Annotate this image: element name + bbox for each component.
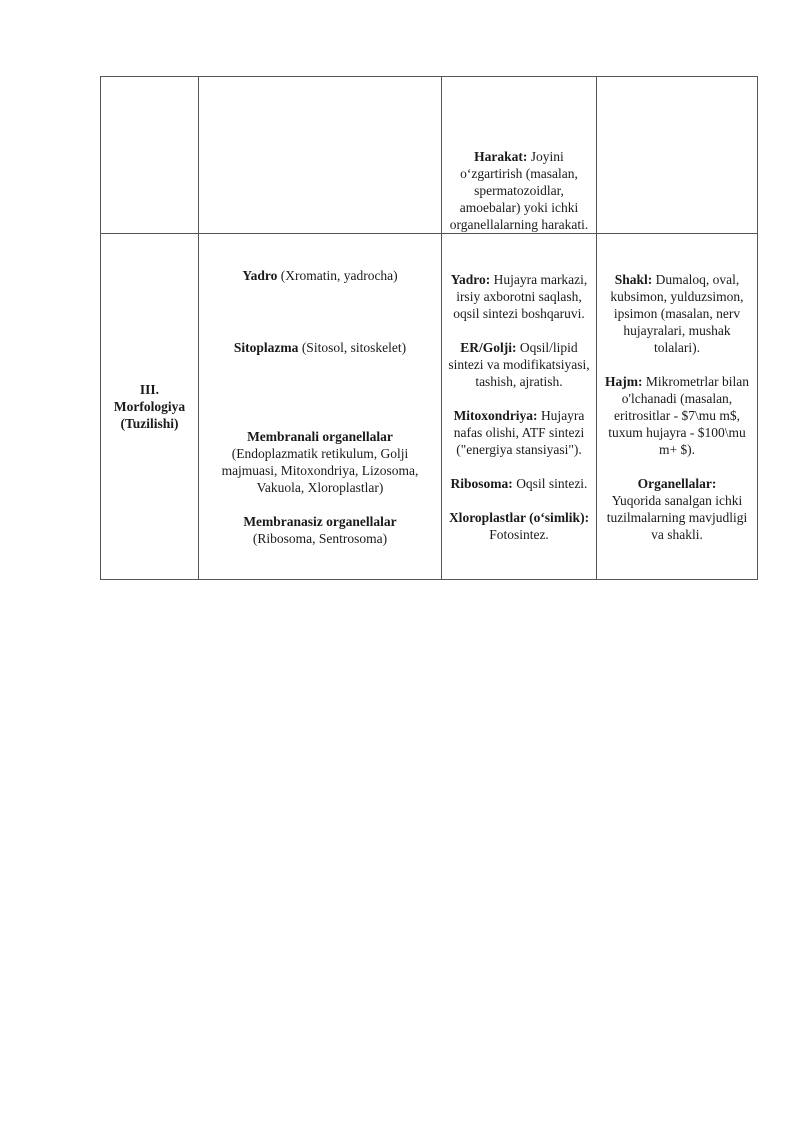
table-row bbox=[101, 234, 758, 580]
property-item: Shakl: Dumaloq, oval, kubsimon, yulduzsimon, ipsimon (masalan, nerv hujayralari, mushak tolalari). bbox=[610, 271, 744, 355]
table-cell bbox=[199, 77, 442, 234]
table-row bbox=[101, 77, 758, 234]
harakat-text: Joyini o‘zgartirish (masalan, spermatozoidlar, amoebalar) yoki ichki organellalarning harakati. bbox=[449, 149, 589, 232]
property-item: Hajm: Mikrometrlar bilan o'lchanadi (masalan, eritrositlar - $7\mu m$, tuxum hujayra - $100\mu m+ $). bbox=[605, 373, 749, 457]
harakat-title: Harakat: bbox=[474, 149, 528, 164]
function-item: Xloroplastlar (o‘simlik): Fotosintez. bbox=[448, 509, 590, 542]
function-item: Mitoxondriya: Hujayra nafas olishi, ATF sintezi ("energiya stansiyasi"). bbox=[453, 407, 585, 457]
morphology-table bbox=[100, 76, 758, 580]
category-cell: III. Morfologiya (Tuzilishi) bbox=[101, 234, 199, 580]
structure-item: Yadro (Xromatin, yadrocha) bbox=[242, 267, 398, 283]
functions-cell bbox=[442, 234, 597, 580]
function-item: Ribosoma: Oqsil sintezi. bbox=[450, 475, 588, 491]
function-item: ER/Golji: Oqsil/lipid sintezi va modifikatsiyasi, tashish, ajratish. bbox=[448, 339, 590, 389]
table-cell bbox=[597, 77, 758, 234]
table-cell bbox=[442, 77, 597, 234]
function-item: Yadro: Hujayra markazi, irsiy axborotni saqlash, oqsil sintezi boshqaruvi. bbox=[450, 271, 588, 321]
structure-item: Membranali organellalar (Endoplazmatik retikulum, Golji majmuasi, Mitoxondriya, Lizosoma, Vakuola, Xloroplastlar) bbox=[221, 428, 419, 495]
table-cell bbox=[101, 77, 199, 234]
structure-item: Sitoplazma (Sitosol, sitoskelet) bbox=[233, 339, 407, 355]
property-item: Organellalar: Yuqorida sanalgan ichki tuzilmalarning mavjudligi va shakli. bbox=[606, 475, 748, 542]
structures-cell bbox=[199, 234, 442, 580]
structure-item: Membranasiz organellalar (Ribosoma, Sentrosoma) bbox=[243, 513, 397, 546]
properties-cell bbox=[597, 234, 758, 580]
